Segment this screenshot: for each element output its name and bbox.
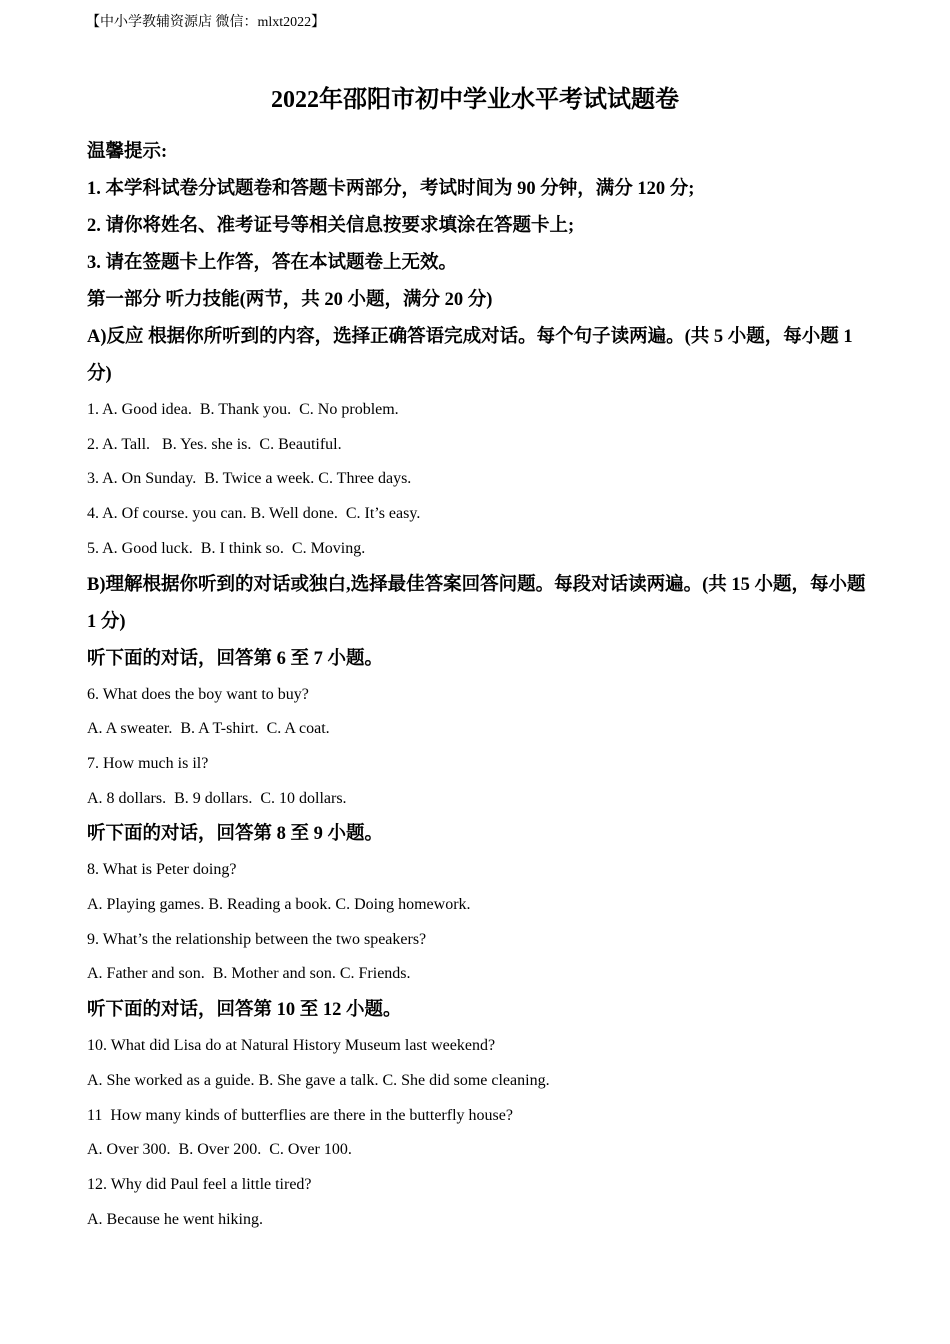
dialogue-group-heading: 听下面的对话，回答第 10 至 12 小题。 [87, 1000, 402, 1021]
question-line: 4. A. Of course. you can. B. Well done. C. It’s easy. [87, 505, 421, 523]
tip-item: 1. 本学科试卷分试题卷和答题卡两部分，考试时间为 90 分钟，满分 120 分; [87, 179, 695, 199]
question-line: 7. How much is il? [87, 754, 209, 772]
tip-item: 2. 请你将姓名、准考证号等相关信息按要求填涂在答题卡上; [87, 216, 575, 236]
answer-options: A. Over 300. B. Over 200. C. Over 100. [87, 1141, 352, 1159]
section-a-heading: A)反应 根据你所听到的内容，选择正确答语完成对话。每个句子读两遍。(共 5 小题，每小题 1 分) [87, 327, 853, 384]
question-line: 12. Why did Paul feel a little tired? [87, 1175, 312, 1193]
answer-options: A. Father and son. B. Mother and son. C. Friends. [87, 965, 411, 983]
dialogue-group-heading: 听下面的对话，回答第 8 至 9 小题。 [87, 824, 384, 845]
answer-options: A. Playing games. B. Reading a book. C. Doing homework. [87, 896, 471, 914]
answer-options: A. A sweater. B. A T-shirt. C. A coat. [87, 720, 330, 738]
question-line: 8. What is Peter doing? [87, 861, 237, 879]
answer-options: A. She worked as a guide. B. She gave a talk. C. She did some cleaning. [87, 1071, 550, 1089]
question-line: 2. A. Tall. B. Yes. she is. C. Beautiful. [87, 435, 342, 453]
question-line: 10. What did Lisa do at Natural History Museum last weekend? [87, 1037, 496, 1055]
dialogue-group-heading: 听下面的对话，回答第 6 至 7 小题。 [87, 648, 384, 669]
tip-item: 3. 请在签题卡上作答，答在本试题卷上无效。 [87, 253, 458, 273]
question-line: 1. A. Good idea. B. Thank you. C. No problem. [87, 401, 399, 418]
question-line: 11 How many kinds of butterflies are there in the butterfly house? [87, 1106, 513, 1124]
section-b-heading: B)理解根据你听到的对话或独白,选择最佳答案回答问题。每段对话读两遍。(共 15 小题，每小题 1 分) [87, 574, 866, 632]
page-title: 2022年邵阳市初中学业水平考试试题卷 [271, 87, 679, 113]
answer-options: A. 8 dollars. B. 9 dollars. C. 10 dollars. [87, 789, 347, 807]
answer-options: A. Because he went hiking. [87, 1210, 263, 1228]
question-line: 5. A. Good luck. B. I think so. C. Moving. [87, 539, 366, 557]
tips-heading: 温馨提示: [87, 142, 168, 162]
header-note: 【中小学教辅资源店 微信：mlxt2022】 [86, 15, 326, 30]
question-line: 9. What’s the relationship between the two speakers? [87, 930, 427, 948]
document-body [87, 134, 867, 1237]
part1-heading: 第一部分 听力技能(两节，共 20 小题，满分 20 分) [87, 290, 493, 310]
question-line: 6. What does the boy want to buy? [87, 685, 309, 703]
question-line: 3. A. On Sunday. B. Twice a week. C. Three days. [87, 470, 412, 488]
